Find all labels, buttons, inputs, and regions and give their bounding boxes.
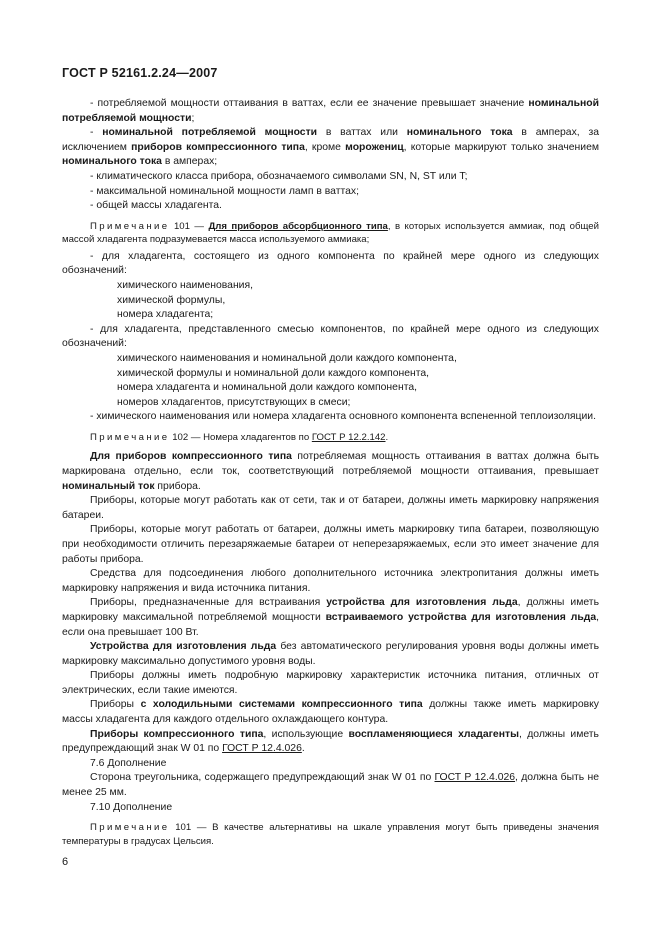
list-item: - общей массы хладагента.	[90, 200, 222, 212]
list-item: - для хладагента, представленного смесью компонентов, по крайней мере одного из следующих обозначений:	[62, 323, 599, 350]
paragraph: Приборы должны иметь подробную маркировку характеристик источника питания, отличных от электрических, если такие имеются.	[62, 670, 599, 696]
list-item: химической формулы и номинальной доли каждого компонента,	[117, 367, 430, 379]
section-heading: 7.6 Дополнение	[90, 757, 167, 769]
paragraph: Приборы с холодильными системами компрессионного типа должны также иметь маркировку массы хладагента для каждого отдельного охлаждающего контура.	[62, 699, 599, 726]
list-item: - потребляемой мощности оттаивания в ваттах, если ее значение превышает значение номинальной потребляемой мощности;	[62, 98, 599, 124]
list-item: - номинальной потребляемой мощности в ваттах или номинального тока в амперах, за исключением приборов компрессионного типа, кроме морожениц, которые маркируют только значением номинального тока в амперах;	[62, 127, 599, 168]
list-item: номера хладагента;	[117, 309, 214, 321]
note-101-temperature: Примечание 101 — В качестве альтернативы на шкале управления могут быть приведены значения температуры в градусах Цельсия.	[62, 822, 599, 847]
paragraph: Для приборов компрессионного типа потребляемая мощность оттаивания в ваттах должна быть маркирована отдельно, если ток, соответствующий потребляемой мощности оттаивания, превышает номинальный ток прибора.	[62, 451, 599, 492]
list-item: химической формулы,	[117, 294, 226, 306]
link-gost-12-4-026[interactable]: ГОСТ Р 12.4.026	[434, 772, 516, 784]
paragraph: Средства для подсоединения любого дополнительного источника электропитания должны иметь маркировку напряжения и вида источника питания.	[62, 568, 599, 594]
link-gost-12-2-142[interactable]: ГОСТ Р 12.2.142	[311, 431, 386, 443]
paragraph: Приборы, которые могут работать как от сети, так и от батареи, должны иметь маркировку напряжения батареи.	[62, 495, 599, 521]
list-item: химического наименования,	[117, 279, 254, 291]
list-item: химического наименования и номинальной доли каждого компонента,	[117, 352, 457, 364]
list-item: номера хладагента и номинальной доли каждого компонента,	[117, 382, 417, 394]
section-heading: 7.10 Дополнение	[90, 801, 173, 813]
paragraph: Приборы компрессионного типа, использующие воспламеняющиеся хладагенты, должны иметь предупреждающий знак W 01 по ГОСТ Р 12.4.026.	[62, 728, 599, 755]
paragraph: Сторона треугольника, содержащего предупреждающий знак W 01 по ГОСТ Р 12.4.026, должна быть не менее 25 мм.	[62, 772, 599, 799]
list-item: - химического наименования или номера хладагента основного компонента вспененной теплоизоляции.	[90, 411, 596, 423]
note-101-absorption: Примечание 101 — Для приборов абсорбционного типа, в которых используется аммиак, под общей массой хладагента подразумевается масса используемого аммиака;	[62, 220, 599, 246]
paragraph: Приборы, предназначенные для встраивания устройства для изготовления льда, должны иметь маркировку максимальной потребляемой мощности встраиваемого устройства для изготовления льда, если она превышает 100 Вт.	[62, 597, 599, 638]
page-number: 6	[62, 856, 69, 868]
document-header: ГОСТ Р 52161.2.24—2007	[62, 66, 218, 80]
list-item: - для хладагента, состоящего из одного компонента по крайней мере одного из следующих обозначений:	[62, 250, 599, 277]
note-102: Примечание 102 — Номера хладагентов по ГОСТ Р 12.2.142.	[90, 431, 389, 443]
paragraph: Устройства для изготовления льда без автоматического регулирования уровня воды должны иметь маркировку максимально допустимого уровня воды.	[62, 641, 599, 667]
paragraph: Приборы, которые могут работать от батареи, должны иметь маркировку типа батареи, позволяющую при необходимости отличить перезаряжаемые батареи от неперезаряжаемых, если это имеет значение для работы прибора.	[62, 524, 599, 565]
list-item: - максимальной номинальной мощности ламп в ваттах;	[90, 185, 359, 197]
link-gost-12-4-026[interactable]: ГОСТ Р 12.4.026	[222, 743, 302, 755]
page-body	[62, 97, 599, 848]
list-item: номеров хладагентов, присутствующих в смеси;	[117, 396, 351, 408]
list-item: - климатического класса прибора, обозначаемого символами SN, N, ST или T;	[90, 170, 468, 182]
